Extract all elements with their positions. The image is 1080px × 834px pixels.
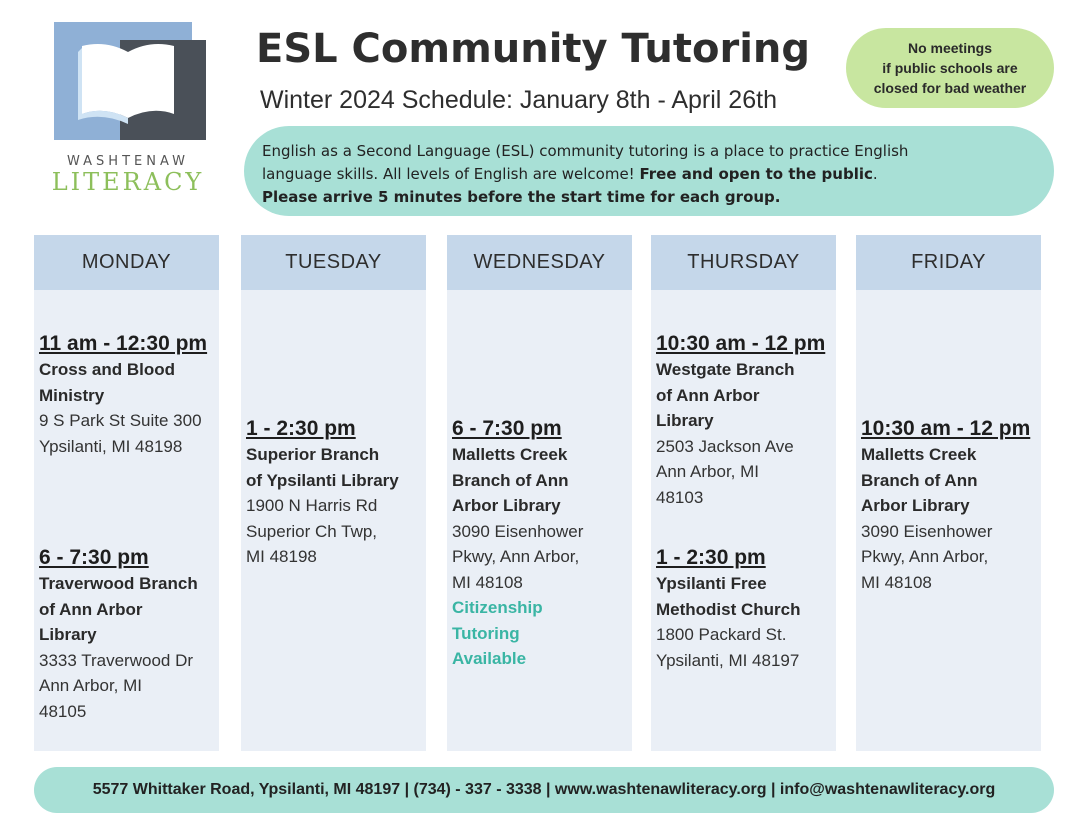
address-line: Superior Ch Twp, — [246, 521, 378, 541]
day-header-friday: FRIDAY — [856, 235, 1041, 290]
venue-line: Traverwood Branch — [39, 574, 198, 593]
session-venue — [452, 442, 634, 519]
notice-line: if public schools are — [882, 60, 1018, 76]
session-time: 11 am - 12:30 pm — [39, 332, 208, 355]
address-line: 1800 Packard St. — [656, 625, 787, 644]
open-book-icon — [54, 22, 206, 142]
venue-line: of Ann Arbor — [656, 385, 760, 405]
session-venue — [656, 571, 838, 622]
notice-line: closed for bad weather — [873, 80, 1027, 96]
intro-arrival-text: Please arrive 5 minutes before the start time for each group. — [262, 188, 781, 206]
intro-description — [244, 126, 1054, 216]
column-monday — [34, 235, 219, 751]
session-time: 10:30 am - 12 pm — [656, 332, 826, 355]
venue-line: Cross and Blood — [39, 360, 176, 379]
address-line: Ann Arbor, MI — [39, 676, 142, 695]
venue-line: Branch of Ann — [452, 470, 569, 490]
citizenship-note — [452, 595, 634, 672]
session-address — [39, 648, 221, 725]
logo-top-text: WASHTENAW — [67, 154, 189, 169]
venue-line: Superior Branch — [246, 445, 380, 464]
session-address — [656, 622, 838, 673]
address-line: 3333 Traverwood Dr — [39, 650, 194, 670]
logo-bottom-text: LITERACY — [51, 168, 205, 196]
session-venue — [656, 357, 838, 434]
intro-arrival-line — [262, 186, 1034, 209]
session-time: 6 - 7:30 pm — [452, 417, 562, 440]
venue-line: Ypsilanti Free — [656, 574, 767, 593]
venue-line: of Ann Arbor — [39, 599, 143, 619]
address-line: Pkwy, Ann Arbor, — [861, 547, 989, 566]
session-time: 1 - 2:30 pm — [246, 417, 356, 440]
day-header-thursday: THURSDAY — [651, 235, 836, 290]
address-line: Ypsilanti, MI 48197 — [656, 650, 800, 670]
column-wednesday — [447, 235, 632, 751]
session-address — [861, 519, 1043, 596]
intro-text: language skills. All levels of English are welcome! — [262, 165, 635, 183]
session-address — [452, 519, 634, 596]
session-venue — [861, 442, 1043, 519]
session-time: 10:30 am - 12 pm — [861, 417, 1031, 440]
session-card — [861, 416, 1043, 595]
intro-period: . — [872, 165, 878, 183]
page-title: ESL Community Tutoring — [256, 26, 811, 72]
intro-line: English as a Second Language (ESL) community tutoring is a place to practice English — [262, 142, 909, 160]
session-card — [452, 416, 634, 672]
address-line: 2503 Jackson Ave — [656, 436, 794, 456]
weather-notice — [846, 28, 1054, 108]
session-venue — [39, 571, 221, 648]
address-line: Ypsilanti, MI 48198 — [39, 436, 183, 456]
venue-line: Library — [39, 625, 97, 644]
address-line: MI 48108 — [861, 572, 932, 592]
session-address — [656, 434, 838, 511]
session-card — [656, 545, 838, 673]
session-venue — [246, 442, 428, 493]
session-address — [246, 493, 428, 570]
address-line: 9 S Park St Suite 300 — [39, 411, 202, 430]
venue-line: Ministry — [39, 385, 105, 405]
note-line: Tutoring — [452, 623, 520, 643]
session-time: 1 - 2:30 pm — [656, 546, 766, 569]
address-line: 3090 Eisenhower — [452, 521, 584, 541]
session-card — [39, 331, 221, 459]
venue-line: of Ypsilanti Library — [246, 470, 399, 490]
venue-line: Arbor Library — [861, 496, 970, 515]
washtenaw-literacy-logo — [38, 22, 218, 202]
venue-line: Library — [656, 411, 714, 430]
schedule-subtitle: Winter 2024 Schedule: January 8th - April 26th — [260, 86, 777, 114]
address-line: Ann Arbor, MI — [656, 462, 759, 481]
column-tuesday — [241, 235, 426, 751]
day-header-wednesday: WEDNESDAY — [447, 235, 632, 290]
session-card — [39, 545, 221, 724]
session-time: 6 - 7:30 pm — [39, 546, 149, 569]
session-venue — [39, 357, 221, 408]
venue-line: Malletts Creek — [861, 445, 977, 464]
contact-footer: 5577 Whittaker Road, Ypsilanti, MI 48197 | (734) - 337 - 3338 | www.washtenawliteracy.org | info@washtenawliteracy.org — [34, 767, 1054, 813]
address-line: 48103 — [656, 487, 704, 507]
session-card — [246, 416, 428, 570]
session-card — [656, 331, 838, 510]
venue-line: Malletts Creek — [452, 445, 568, 464]
note-line: Available — [452, 649, 527, 668]
column-thursday — [651, 235, 836, 751]
notice-line: No meetings — [907, 40, 992, 56]
session-address — [39, 408, 221, 459]
note-line: Citizenship — [452, 598, 543, 617]
venue-line: Arbor Library — [452, 496, 561, 515]
venue-line: Methodist Church — [656, 599, 801, 619]
column-friday — [856, 235, 1041, 751]
address-line: MI 48108 — [452, 572, 523, 592]
address-line: 3090 Eisenhower — [861, 521, 993, 541]
address-line: Pkwy, Ann Arbor, — [452, 547, 580, 566]
intro-free-text: Free and open to the public — [639, 165, 873, 183]
address-line: MI 48198 — [246, 547, 317, 566]
day-header-monday: MONDAY — [34, 235, 219, 290]
intro-line — [262, 163, 1034, 186]
venue-line: Branch of Ann — [861, 470, 978, 490]
day-header-tuesday: TUESDAY — [241, 235, 426, 290]
venue-line: Westgate Branch — [656, 360, 795, 379]
address-line: 1900 N Harris Rd — [246, 496, 378, 515]
address-line: 48105 — [39, 701, 87, 721]
